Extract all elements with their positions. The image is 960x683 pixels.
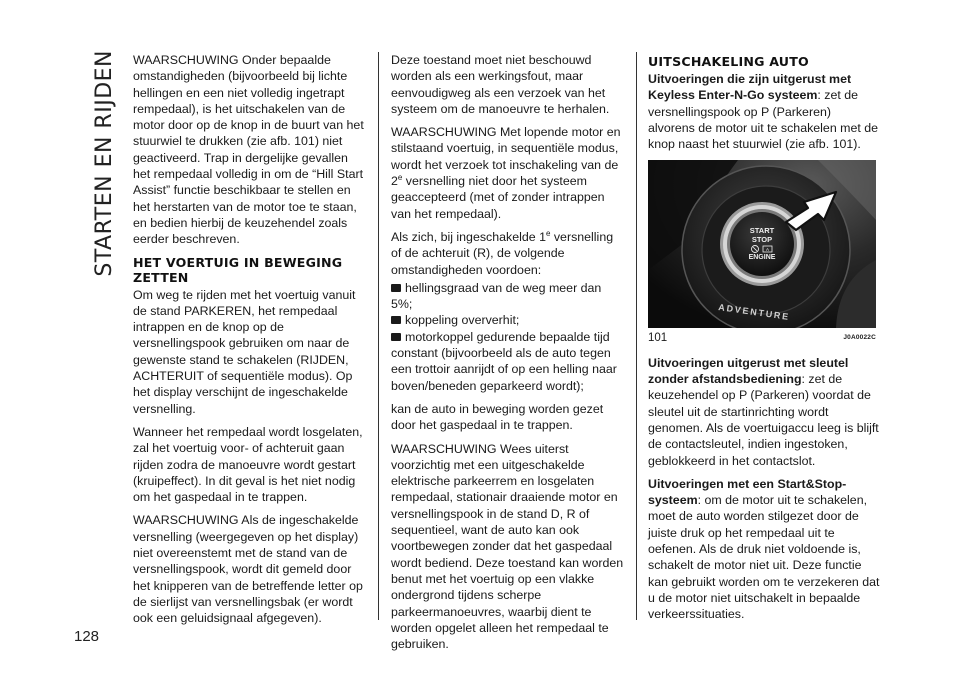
ring-engraving: ADVENTURE <box>717 302 791 323</box>
paragraph: Om weg te rijden met het voertuig vanuit de stand PARKEREN, het rempedaal intrappen en de knop op de versnellingspook gebruiken om naar de gewenste stand te schakelen (RIJDEN, ACHTERUIT of sequentiële modus). Op het display verschijnt de ingeschakelde versnelling. <box>133 287 356 416</box>
page-number: 128 <box>74 628 100 645</box>
warning-paragraph: WAARSCHUWING Wees uiterst voorzichtig met een uitgeschakelde elektrische parkeerrem en losgelaten rempedaal, stationair draaiende motor en versnellingspook in de stand D, R of sequentieel, want de auto kan ook voortbewegen zonder dat het gaspedaal wordt bediend. Deze toestand kan worden benut met het voertuig op een vlakke ondergrond tijdens scherpe parkeermanoeuvres, waarbij dient te worden opgelet alleen het rempedaal te gebruiken. <box>391 441 624 652</box>
bullet-square-icon <box>391 284 401 292</box>
list-item: motorkoppel gedurende bepaalde tijd constant (bijvoorbeeld als de auto tegen een trottoir aanrijdt of op een helling naar boven/beneden geparkeerd wordt); <box>391 329 617 393</box>
section-heading: HET VOERTUIG IN BEWEGING ZETTEN <box>133 254 343 285</box>
warning-paragraph: WAARSCHUWING Onder bepaalde omstandigheden (bijvoorbeeld bij lichte hellingen en een niet volledig ingetrapt rempedaal), is het uitschakelen van de motor door op de knop in de buurt van het stuurwiel te drukken (zie afb. 101) niet geactiveerd. Trap in dergelijke gevallen het rempedaal volledig in om de “Hill Start Assist” functie beschikbaar te stellen en het herstarten van de motor toe te staan, en bedien hierbij de keuzehendel zoals eerder beschreven. <box>133 53 364 247</box>
button-label-stop: STOP <box>751 235 773 245</box>
start-stop-illustration <box>648 160 876 328</box>
button-label-start: START <box>749 226 775 236</box>
figure-code: J0A0022C <box>843 334 876 342</box>
list-item: hellingsgraad van de weg meer dan 5%; <box>391 280 602 312</box>
condition-list <box>391 280 625 394</box>
column-divider <box>636 52 637 620</box>
figure-caption <box>648 330 876 346</box>
paragraph: Uitvoeringen die zijn uitgerust met Keyless Enter-N-Go systeem: zet de versnellingspook op P (Parkeren) alvorens de motor uit te schakelen met de knop naast het stuurwiel (zie afb. 101). <box>648 72 879 152</box>
paragraph: Deze toestand moet niet beschouwd worden als een werkingsfout, maar eenvoudigweg als een verzoek van het systeem om de manoeuvre te herhalen. <box>391 53 610 116</box>
column-3 <box>648 52 880 630</box>
svg-text:A: A <box>765 247 770 253</box>
button-label-engine: ENGINE <box>748 254 776 262</box>
paragraph: Uitvoeringen uitgerust met sleutel zonder afstandsbediening: zet de keuzehendel op P (Parkeren) voordat de sleutel uit de startinrichting wordt genomen. Als de voertuigaccu leeg is blijft de contactsleutel, indien ingestoken, geblokkeerd in het contactslot. <box>648 355 879 468</box>
column-divider <box>378 52 379 620</box>
column-2 <box>391 52 625 659</box>
bullet-square-icon <box>391 316 401 324</box>
section-heading: UITSCHAKELING AUTO <box>648 54 809 69</box>
paragraph: Uitvoeringen met een Start&Stop-systeem: om de motor uit te schakelen, moet de auto worden stilgezet door de juiste druk op het rempedaal uit te oefenen. Als de druk niet voldoende is, schakelt de motor niet uit. Deze functie kan gebruikt worden om te verzekeren dat u de motor niet uitschakelt in bepaalde verkeerssituaties. <box>648 476 880 622</box>
paragraph: kan de auto in beweging worden gezet door het gaspedaal in te trappen. <box>391 401 604 433</box>
figure-number: 101 <box>648 332 668 345</box>
warning-paragraph: WAARSCHUWING Als de ingeschakelde versnelling (weergegeven op het display) niet overeenstemt met de stand van de versnellingspook, wordt dit gemeld door het knipperen van de betreffende letter op de sierlijst van versnellingsbak (er wordt ook een geluidsignaal afgegeven). <box>133 513 363 626</box>
section-title-vertical: STARTEN EN RIJDEN <box>91 50 117 277</box>
bullet-square-icon <box>391 333 401 341</box>
column-1 <box>133 52 366 634</box>
list-item: koppeling oververhit; <box>391 312 625 328</box>
start-stop-button-photo <box>648 160 876 328</box>
warning-paragraph: WAARSCHUWING Met lopende motor en stilstaand voertuig, in sequentiële modus, wordt het verzoek tot inschakeling van de 2e versnelling niet door het systeem geaccepteerd (met of zonder intrappen van het rempedaal). <box>391 125 621 221</box>
paragraph: Als zich, bij ingeschakelde 1e versnelling of de achteruit (R), de volgende omstandigheden voordoen: <box>391 228 614 277</box>
paragraph: Wanneer het rempedaal wordt losgelaten, zal het voertuig voor- of achteruit gaan rijden zodra de manoeuvre wordt gestart (kruipeffect). In dit geval is het niet nodig om het gaspedaal in te trappen. <box>133 424 363 505</box>
